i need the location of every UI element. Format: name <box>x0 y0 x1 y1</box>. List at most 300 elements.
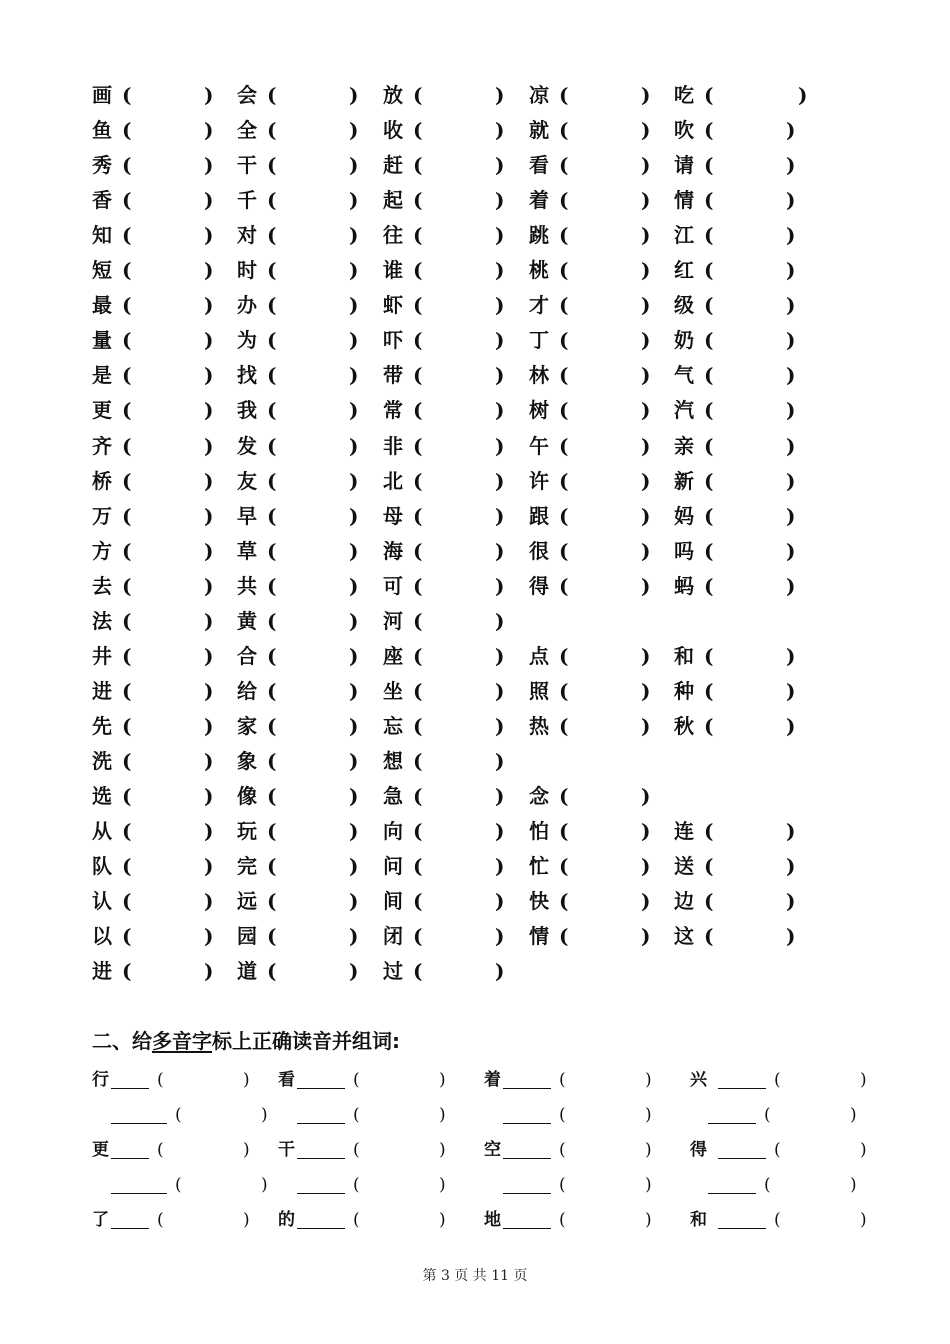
pinyin-item[interactable] <box>674 255 800 285</box>
pinyin-item[interactable] <box>674 220 800 250</box>
pinyin-item[interactable] <box>237 746 363 776</box>
character: 园 <box>237 924 257 949</box>
pinyin-item[interactable] <box>674 501 800 531</box>
open-paren: ( <box>267 258 277 283</box>
heading-suffix: 标上正确读音并组词: <box>212 1029 400 1053</box>
word-blank[interactable] <box>111 1158 149 1159</box>
polyphone-item[interactable] <box>278 1101 448 1129</box>
pinyin-item[interactable] <box>674 676 800 706</box>
pinyin-row <box>0 431 950 461</box>
pinyin-item[interactable] <box>92 115 218 145</box>
pinyin-item[interactable] <box>529 711 655 741</box>
close-paren: ) <box>495 573 505 598</box>
pinyin-item[interactable] <box>383 536 509 566</box>
word-blank[interactable] <box>708 1123 756 1124</box>
open-paren: ( <box>122 889 132 914</box>
open-paren: ( <box>267 328 277 353</box>
close-paren: ) <box>850 1105 857 1125</box>
pinyin-item[interactable] <box>383 115 509 145</box>
pinyin-item[interactable] <box>383 325 509 355</box>
open-paren: ( <box>559 118 569 143</box>
pinyin-item[interactable] <box>237 676 363 706</box>
close-paren: ) <box>641 854 651 879</box>
open-paren: ( <box>122 153 132 178</box>
polyphone-item[interactable] <box>92 1136 262 1164</box>
pinyin-item[interactable] <box>674 80 812 110</box>
character: 时 <box>237 258 257 283</box>
close-paren: ) <box>495 258 505 283</box>
character: 为 <box>237 328 257 353</box>
pinyin-item[interactable] <box>92 606 218 636</box>
close-paren: ) <box>349 293 359 318</box>
pinyin-item[interactable] <box>383 781 509 811</box>
word-blank[interactable] <box>503 1123 551 1124</box>
polyphone-item[interactable] <box>92 1206 262 1234</box>
character: 给 <box>237 678 257 703</box>
word-blank[interactable] <box>503 1088 551 1089</box>
pinyin-item[interactable] <box>92 466 218 496</box>
pinyin-item[interactable] <box>237 886 363 916</box>
character: 量 <box>92 328 112 353</box>
pinyin-item[interactable] <box>529 571 655 601</box>
pinyin-item[interactable] <box>674 395 800 425</box>
close-paren: ) <box>786 643 796 668</box>
open-paren: ( <box>704 223 714 248</box>
pinyin-item[interactable] <box>237 325 363 355</box>
character: 齐 <box>92 433 112 458</box>
pinyin-item[interactable] <box>529 886 655 916</box>
pinyin-item[interactable] <box>529 816 655 846</box>
pinyin-item[interactable] <box>674 571 800 601</box>
close-paren: ) <box>786 854 796 879</box>
pinyin-item[interactable] <box>674 641 800 671</box>
close-paren: ) <box>495 363 505 388</box>
pinyin-item[interactable] <box>529 115 655 145</box>
pinyin-item[interactable] <box>92 571 218 601</box>
character: 香 <box>92 188 112 213</box>
pinyin-item[interactable] <box>383 711 509 741</box>
close-paren: ) <box>349 188 359 213</box>
character: 象 <box>237 748 257 773</box>
close-paren: ) <box>204 468 214 493</box>
open-paren: ( <box>122 503 132 528</box>
character: 去 <box>92 573 112 598</box>
pinyin-item[interactable] <box>92 290 218 320</box>
pinyin-item[interactable] <box>383 395 509 425</box>
pinyin-item[interactable] <box>674 816 800 846</box>
pinyin-item[interactable] <box>92 501 218 531</box>
pinyin-item[interactable] <box>383 641 509 671</box>
pinyin-item[interactable] <box>92 816 218 846</box>
pinyin-item[interactable] <box>237 956 363 986</box>
close-paren: ) <box>204 608 214 633</box>
polyphone-character: 了 <box>92 1210 109 1230</box>
close-paren: ) <box>204 153 214 178</box>
character: 河 <box>383 608 403 633</box>
character: 法 <box>92 608 112 633</box>
pinyin-item[interactable] <box>674 360 800 390</box>
word-blank[interactable] <box>503 1158 551 1159</box>
polyphone-item[interactable] <box>278 1136 448 1164</box>
pinyin-item[interactable] <box>92 150 218 180</box>
pinyin-item[interactable] <box>237 395 363 425</box>
pinyin-item[interactable] <box>237 816 363 846</box>
pinyin-item[interactable] <box>92 956 218 986</box>
character: 忘 <box>383 713 403 738</box>
character: 友 <box>237 468 257 493</box>
pinyin-item[interactable] <box>92 536 218 566</box>
open-paren: ( <box>704 118 714 143</box>
pinyin-item[interactable] <box>674 150 800 180</box>
pinyin-item[interactable] <box>92 395 218 425</box>
pinyin-item[interactable] <box>92 921 218 951</box>
pinyin-item[interactable] <box>529 781 655 811</box>
pinyin-item[interactable] <box>383 220 509 250</box>
open-paren: ( <box>559 188 569 213</box>
pinyin-item[interactable] <box>529 536 655 566</box>
polyphone-item[interactable] <box>92 1066 262 1094</box>
pinyin-row <box>0 956 950 986</box>
pinyin-item[interactable] <box>529 395 655 425</box>
open-paren: ( <box>559 293 569 318</box>
close-paren: ) <box>495 118 505 143</box>
open-paren: ( <box>774 1210 781 1230</box>
character: 发 <box>237 433 257 458</box>
polyphone-item[interactable] <box>690 1066 867 1094</box>
close-paren: ) <box>349 784 359 808</box>
word-blank[interactable] <box>111 1228 149 1229</box>
heading-underlined: 多音字 <box>152 1029 212 1053</box>
pinyin-item[interactable] <box>383 501 509 531</box>
pinyin-item[interactable] <box>237 115 363 145</box>
pinyin-item[interactable] <box>383 150 509 180</box>
pinyin-item[interactable] <box>237 255 363 285</box>
open-paren: ( <box>704 854 714 879</box>
pinyin-item[interactable] <box>529 80 655 110</box>
open-paren: ( <box>413 223 423 248</box>
close-paren: ) <box>261 1105 268 1125</box>
close-paren: ) <box>495 83 505 107</box>
open-paren: ( <box>704 924 714 949</box>
open-paren: ( <box>704 433 714 458</box>
open-paren: ( <box>559 924 569 949</box>
pinyin-row <box>0 711 950 741</box>
pinyin-item[interactable] <box>237 921 363 951</box>
polyphone-character: 和 <box>690 1210 707 1230</box>
character: 看 <box>529 153 549 178</box>
pinyin-item[interactable] <box>383 816 509 846</box>
pinyin-item[interactable] <box>237 641 363 671</box>
word-blank[interactable] <box>111 1088 149 1089</box>
pinyin-item[interactable] <box>674 325 800 355</box>
word-blank[interactable] <box>718 1158 766 1159</box>
open-paren: ( <box>704 83 714 107</box>
pinyin-item[interactable] <box>383 606 509 636</box>
close-paren: ) <box>495 153 505 178</box>
pinyin-row <box>0 466 950 496</box>
pinyin-item[interactable] <box>529 641 655 671</box>
polyphone-item[interactable] <box>278 1206 448 1234</box>
pinyin-item[interactable] <box>529 255 655 285</box>
character: 对 <box>237 223 257 248</box>
pinyin-item[interactable] <box>674 536 800 566</box>
pinyin-item[interactable] <box>92 360 218 390</box>
polyphone-item[interactable] <box>278 1066 448 1094</box>
pinyin-item[interactable] <box>92 676 218 706</box>
pinyin-item[interactable] <box>383 956 509 986</box>
close-paren: ) <box>204 713 214 738</box>
close-paren: ) <box>204 328 214 353</box>
close-paren: ) <box>439 1070 446 1090</box>
open-paren: ( <box>559 643 569 668</box>
open-paren: ( <box>559 573 569 598</box>
polyphone-character: 的 <box>278 1210 295 1230</box>
pinyin-item[interactable] <box>92 851 218 881</box>
close-paren: ) <box>786 363 796 388</box>
word-blank[interactable] <box>503 1228 551 1229</box>
pinyin-item[interactable] <box>529 150 655 180</box>
pinyin-item[interactable] <box>237 851 363 881</box>
word-blank[interactable] <box>111 1193 167 1194</box>
pinyin-item[interactable] <box>237 80 363 110</box>
pinyin-item[interactable] <box>383 255 509 285</box>
close-paren: ) <box>204 118 214 143</box>
close-paren: ) <box>641 433 651 458</box>
open-paren: ( <box>353 1070 360 1090</box>
character: 间 <box>383 889 403 914</box>
pinyin-item[interactable] <box>237 501 363 531</box>
character: 跟 <box>529 503 549 528</box>
pinyin-row <box>0 886 950 916</box>
open-paren: ( <box>704 468 714 493</box>
close-paren: ) <box>495 748 505 773</box>
open-paren: ( <box>559 503 569 528</box>
close-paren: ) <box>495 188 505 213</box>
pinyin-item[interactable] <box>237 606 363 636</box>
pinyin-item[interactable] <box>237 466 363 496</box>
pinyin-item[interactable] <box>237 711 363 741</box>
word-blank[interactable] <box>708 1193 756 1194</box>
pinyin-item[interactable] <box>674 851 800 881</box>
polyphone-character: 地 <box>484 1210 501 1230</box>
open-paren: ( <box>122 959 132 984</box>
pinyin-item[interactable] <box>383 851 509 881</box>
pinyin-item[interactable] <box>529 360 655 390</box>
close-paren: ) <box>786 468 796 493</box>
polyphone-row <box>0 1171 950 1199</box>
pinyin-item[interactable] <box>92 746 218 776</box>
polyphone-item[interactable] <box>278 1171 448 1199</box>
open-paren: ( <box>413 153 423 178</box>
pinyin-item[interactable] <box>237 290 363 320</box>
close-paren: ) <box>349 398 359 423</box>
pinyin-item[interactable] <box>92 325 218 355</box>
pinyin-item[interactable] <box>92 220 218 250</box>
pinyin-item[interactable] <box>529 185 655 215</box>
polyphone-item[interactable] <box>92 1171 268 1199</box>
open-paren: ( <box>413 608 423 633</box>
pinyin-item[interactable] <box>92 185 218 215</box>
pinyin-item[interactable] <box>92 431 218 461</box>
pinyin-item[interactable] <box>674 711 800 741</box>
character: 以 <box>92 924 112 949</box>
pinyin-item[interactable] <box>674 921 800 951</box>
pinyin-row <box>0 185 950 215</box>
pinyin-item[interactable] <box>92 255 218 285</box>
character: 才 <box>529 293 549 318</box>
pinyin-item[interactable] <box>674 115 800 145</box>
character: 汽 <box>674 398 694 423</box>
character: 万 <box>92 503 112 528</box>
character: 红 <box>674 258 694 283</box>
character: 很 <box>529 538 549 563</box>
heading-prefix: 二、给 <box>92 1029 152 1053</box>
pinyin-item[interactable] <box>529 431 655 461</box>
word-blank[interactable] <box>297 1228 345 1229</box>
character: 往 <box>383 223 403 248</box>
character: 亲 <box>674 433 694 458</box>
pinyin-item[interactable] <box>674 290 800 320</box>
open-paren: ( <box>413 643 423 668</box>
pinyin-item[interactable] <box>674 431 800 461</box>
pinyin-row <box>0 290 950 320</box>
pinyin-item[interactable] <box>529 501 655 531</box>
pinyin-item[interactable] <box>383 466 509 496</box>
close-paren: ) <box>204 573 214 598</box>
pinyin-item[interactable] <box>383 746 509 776</box>
pinyin-item[interactable] <box>237 781 363 811</box>
open-paren: ( <box>559 223 569 248</box>
open-paren: ( <box>559 1070 566 1090</box>
pinyin-item[interactable] <box>383 431 509 461</box>
word-blank[interactable] <box>297 1193 345 1194</box>
pinyin-item[interactable] <box>529 466 655 496</box>
pinyin-item[interactable] <box>92 641 218 671</box>
open-paren: ( <box>122 713 132 738</box>
pinyin-item[interactable] <box>529 290 655 320</box>
pinyin-item[interactable] <box>383 80 509 110</box>
pinyin-item[interactable] <box>674 185 800 215</box>
open-paren: ( <box>413 678 423 703</box>
pinyin-item[interactable] <box>383 290 509 320</box>
polyphone-item[interactable] <box>484 1066 654 1094</box>
character: 午 <box>529 433 549 458</box>
close-paren: ) <box>641 223 651 248</box>
open-paren: ( <box>413 468 423 493</box>
pinyin-item[interactable] <box>237 220 363 250</box>
character: 坐 <box>383 678 403 703</box>
polyphone-item[interactable] <box>690 1206 867 1234</box>
pinyin-item[interactable] <box>674 886 800 916</box>
close-paren: ) <box>641 468 651 493</box>
close-paren: ) <box>786 713 796 738</box>
close-paren: ) <box>439 1210 446 1230</box>
character: 这 <box>674 924 694 949</box>
close-paren: ) <box>495 784 505 808</box>
close-paren: ) <box>204 889 214 914</box>
polyphone-item[interactable] <box>690 1101 860 1129</box>
character: 进 <box>92 959 112 984</box>
pinyin-item[interactable] <box>383 676 509 706</box>
pinyin-row <box>0 676 950 706</box>
polyphone-item[interactable] <box>484 1171 654 1199</box>
character: 林 <box>529 363 549 388</box>
polyphone-item[interactable] <box>690 1171 860 1199</box>
open-paren: ( <box>267 748 277 773</box>
character: 座 <box>383 643 403 668</box>
character: 黄 <box>237 608 257 633</box>
pinyin-item[interactable] <box>529 921 655 951</box>
character: 着 <box>529 188 549 213</box>
pinyin-item[interactable] <box>92 80 218 110</box>
close-paren: ) <box>349 748 359 773</box>
close-paren: ) <box>641 573 651 598</box>
character: 认 <box>92 889 112 914</box>
character: 急 <box>383 784 403 808</box>
open-paren: ( <box>413 854 423 879</box>
pinyin-item[interactable] <box>383 886 509 916</box>
pinyin-item[interactable] <box>674 466 800 496</box>
close-paren: ) <box>204 854 214 879</box>
pinyin-item[interactable] <box>237 536 363 566</box>
pinyin-item[interactable] <box>237 185 363 215</box>
pinyin-item[interactable] <box>383 571 509 601</box>
polyphone-item[interactable] <box>484 1101 654 1129</box>
close-paren: ) <box>860 1210 867 1230</box>
word-blank[interactable] <box>297 1158 345 1159</box>
character: 方 <box>92 538 112 563</box>
close-paren: ) <box>641 118 651 143</box>
word-blank[interactable] <box>297 1088 345 1089</box>
open-paren: ( <box>413 503 423 528</box>
word-blank[interactable] <box>718 1228 766 1229</box>
pinyin-item[interactable] <box>237 150 363 180</box>
pinyin-item[interactable] <box>237 431 363 461</box>
pinyin-item[interactable] <box>383 921 509 951</box>
word-blank[interactable] <box>503 1193 551 1194</box>
pinyin-item[interactable] <box>92 886 218 916</box>
polyphone-item[interactable] <box>690 1136 867 1164</box>
close-paren: ) <box>204 433 214 458</box>
pinyin-item[interactable] <box>529 325 655 355</box>
character: 井 <box>92 643 112 668</box>
open-paren: ( <box>122 188 132 213</box>
word-blank[interactable] <box>111 1123 167 1124</box>
pinyin-item[interactable] <box>529 676 655 706</box>
pinyin-item[interactable] <box>529 851 655 881</box>
polyphone-item[interactable] <box>92 1101 268 1129</box>
pinyin-item[interactable] <box>237 360 363 390</box>
pinyin-item[interactable] <box>92 781 218 811</box>
polyphone-item[interactable] <box>484 1206 654 1234</box>
open-paren: ( <box>704 258 714 283</box>
close-paren: ) <box>243 1070 250 1090</box>
word-blank[interactable] <box>718 1088 766 1089</box>
polyphone-item[interactable] <box>484 1136 654 1164</box>
open-paren: ( <box>559 153 569 178</box>
close-paren: ) <box>641 538 651 563</box>
close-paren: ) <box>641 643 651 668</box>
open-paren: ( <box>559 1105 566 1125</box>
open-paren: ( <box>267 468 277 493</box>
pinyin-item[interactable] <box>237 571 363 601</box>
pinyin-item[interactable] <box>529 220 655 250</box>
pinyin-item[interactable] <box>383 185 509 215</box>
pinyin-item[interactable] <box>92 711 218 741</box>
pinyin-item[interactable] <box>383 360 509 390</box>
close-paren: ) <box>786 538 796 563</box>
word-blank[interactable] <box>297 1123 345 1124</box>
